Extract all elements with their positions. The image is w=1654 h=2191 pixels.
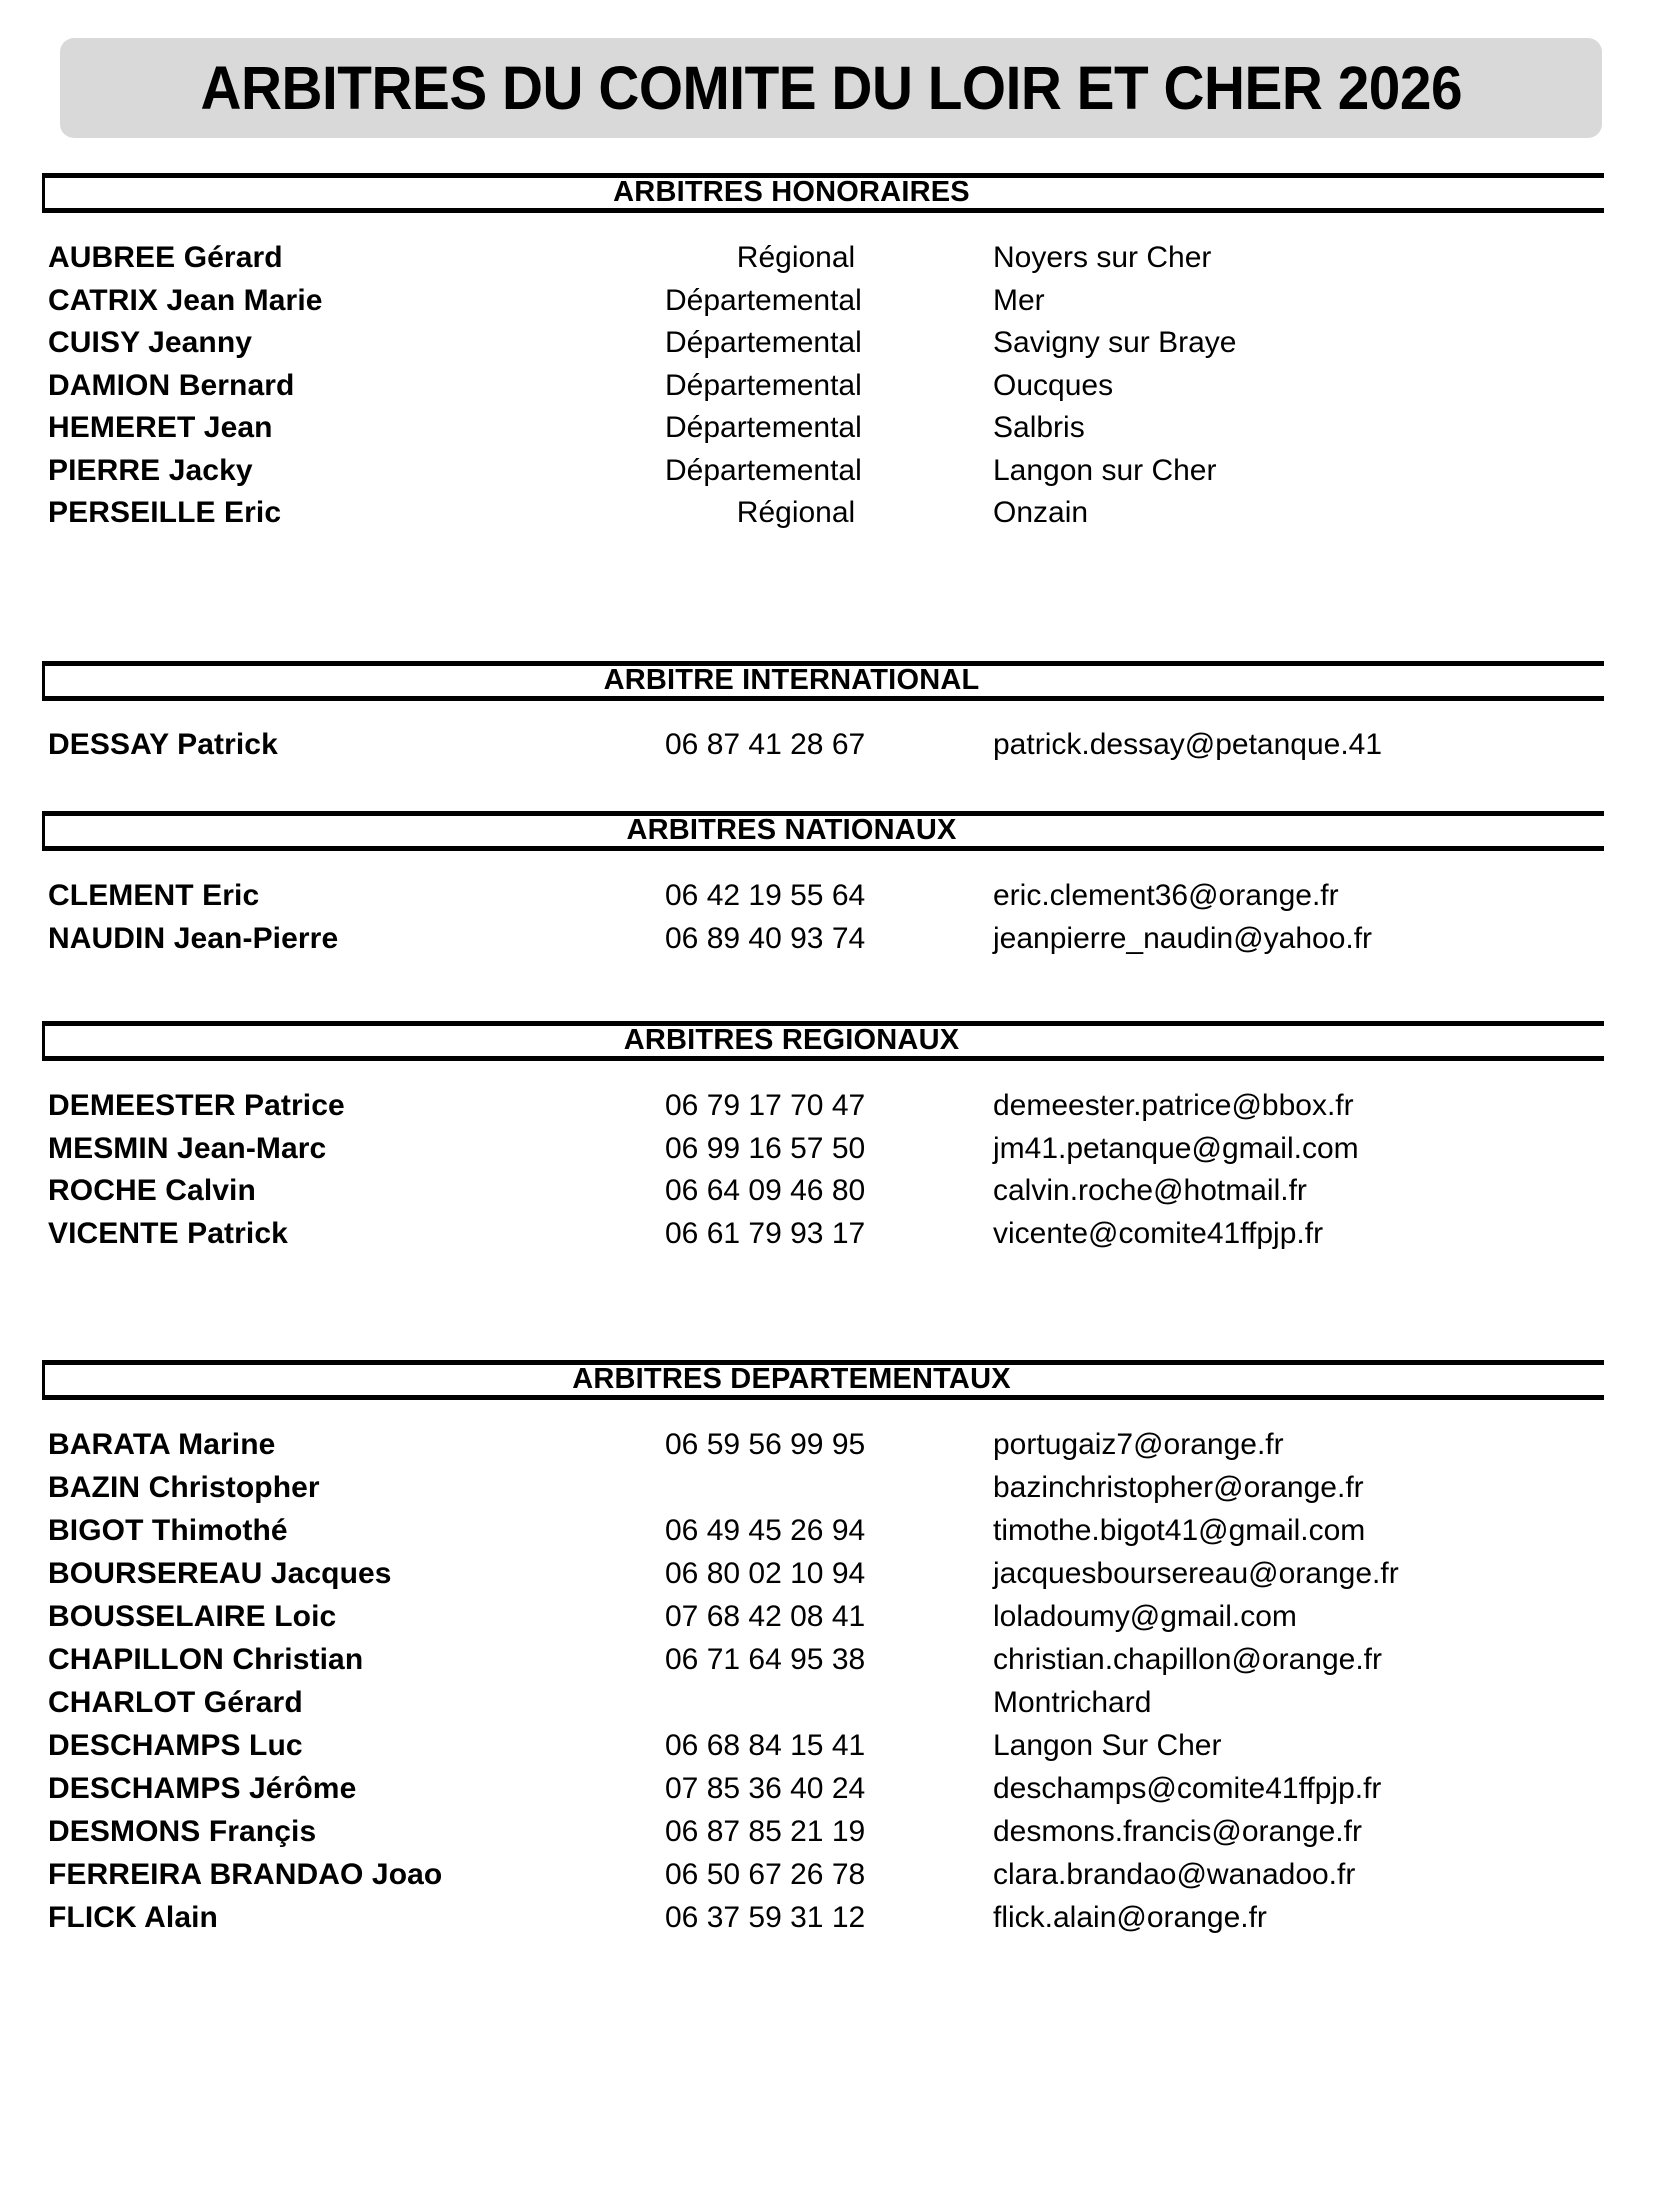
table-row bbox=[0, 450, 1654, 492]
page-title: ARBITRES DU COMITE DU LOIR ET CHER 2026 bbox=[200, 53, 1462, 122]
referee-level: Départemental bbox=[665, 411, 862, 444]
section-heading-label: ARBITRES DEPARTEMENTAUX bbox=[572, 1362, 1011, 1395]
section-heading-label: ARBITRES HONORAIRES bbox=[613, 175, 970, 208]
referee-name: FERREIRA BRANDAO Joao bbox=[48, 1858, 443, 1891]
referee-phone: 06 61 79 93 17 bbox=[665, 1216, 866, 1250]
table-row bbox=[0, 1467, 1654, 1509]
referee-contact: flick.alain@orange.fr bbox=[993, 1901, 1267, 1934]
referee-phone: 06 87 85 21 19 bbox=[665, 1815, 866, 1848]
section-header-regionaux bbox=[42, 1021, 1604, 1061]
referee-level: Départemental bbox=[665, 368, 862, 402]
referee-contact: christian.chapillon@orange.fr bbox=[993, 1643, 1382, 1676]
referee-name: DEMEESTER Patrice bbox=[48, 1089, 345, 1122]
referee-name: NAUDIN Jean-Pierre bbox=[48, 922, 339, 955]
referee-city: Langon sur Cher bbox=[993, 453, 1217, 487]
referee-city: Savigny sur Braye bbox=[993, 326, 1237, 359]
referee-contact: patrick.dessay@petanque.41 bbox=[993, 728, 1383, 761]
referee-name: BOUSSELAIRE Loic bbox=[48, 1600, 337, 1633]
referee-contact: desmons.francis@orange.fr bbox=[993, 1815, 1362, 1848]
referee-phone: 06 79 17 70 47 bbox=[665, 1089, 866, 1122]
referee-phone: 06 89 40 93 74 bbox=[665, 922, 866, 955]
referee-city: Onzain bbox=[993, 496, 1089, 529]
referee-phone: 07 68 42 08 41 bbox=[665, 1600, 866, 1633]
table-row bbox=[0, 1170, 1654, 1212]
table-row bbox=[0, 1213, 1654, 1255]
table-row bbox=[0, 1596, 1654, 1638]
referee-contact: deschamps@comite41ffpjp.fr bbox=[993, 1772, 1382, 1805]
referee-contact: jm41.petanque@gmail.com bbox=[993, 1131, 1359, 1165]
referee-name: CLEMENT Eric bbox=[48, 879, 260, 912]
referee-level: Départemental bbox=[665, 326, 862, 359]
referee-name: PIERRE Jacky bbox=[48, 453, 253, 487]
table-row bbox=[0, 322, 1654, 364]
document-title-banner bbox=[60, 38, 1602, 138]
referee-name: DESCHAMPS Luc bbox=[48, 1729, 303, 1762]
section-heading-label: ARBITRES REGIONAUX bbox=[623, 1023, 960, 1056]
referee-name: CHAPILLON Christian bbox=[48, 1643, 364, 1676]
section-header-nationaux bbox=[42, 811, 1604, 851]
table-row bbox=[0, 407, 1654, 449]
table-row bbox=[0, 1128, 1654, 1170]
referee-contact: vicente@comite41ffpjp.fr bbox=[993, 1216, 1324, 1250]
referee-phone: 07 85 36 40 24 bbox=[665, 1772, 866, 1805]
referee-phone: 06 68 84 15 41 bbox=[665, 1729, 866, 1762]
table-row bbox=[0, 1897, 1654, 1939]
table-row bbox=[0, 1553, 1654, 1595]
referee-name: BOURSEREAU Jacques bbox=[48, 1557, 392, 1590]
table-row bbox=[0, 492, 1654, 534]
referee-phone: 06 87 41 28 67 bbox=[665, 728, 866, 761]
referee-name: HEMERET Jean bbox=[48, 411, 273, 444]
referee-city: Salbris bbox=[993, 411, 1085, 444]
referee-contact: portugaiz7@orange.fr bbox=[993, 1428, 1284, 1461]
table-row bbox=[0, 237, 1654, 279]
referee-phone: 06 59 56 99 95 bbox=[665, 1428, 866, 1461]
referee-phone: 06 37 59 31 12 bbox=[665, 1901, 866, 1934]
referee-level: Départemental bbox=[665, 283, 862, 317]
referee-contact: Langon Sur Cher bbox=[993, 1729, 1222, 1762]
referee-phone: 06 99 16 57 50 bbox=[665, 1131, 866, 1165]
referee-name: DESSAY Patrick bbox=[48, 728, 278, 761]
table-row bbox=[0, 365, 1654, 407]
referee-phone: 06 71 64 95 38 bbox=[665, 1643, 866, 1676]
referee-phone: 06 50 67 26 78 bbox=[665, 1858, 866, 1891]
referee-contact: jeanpierre_naudin@yahoo.fr bbox=[993, 922, 1373, 955]
table-row bbox=[0, 1768, 1654, 1810]
table-row bbox=[0, 724, 1654, 766]
referee-phone: 06 80 02 10 94 bbox=[665, 1557, 866, 1590]
referee-name: AUBREE Gérard bbox=[48, 241, 283, 274]
referee-level: Régional bbox=[736, 241, 856, 274]
section-heading-label: ARBITRE INTERNATIONAL bbox=[603, 663, 980, 696]
referee-contact: loladoumy@gmail.com bbox=[993, 1600, 1297, 1633]
table-row bbox=[0, 280, 1654, 322]
referee-name: CUISY Jeanny bbox=[48, 326, 253, 359]
referee-city: Oucques bbox=[993, 368, 1114, 402]
referee-contact: Montrichard bbox=[993, 1686, 1152, 1719]
referee-name: DESCHAMPS Jérôme bbox=[48, 1772, 357, 1805]
referee-name: VICENTE Patrick bbox=[48, 1216, 288, 1250]
referee-phone: 06 49 45 26 94 bbox=[665, 1514, 866, 1547]
referee-contact: demeester.patrice@bbox.fr bbox=[993, 1089, 1354, 1122]
referee-name: BAZIN Christopher bbox=[48, 1471, 320, 1504]
section-header-international bbox=[42, 661, 1604, 701]
table-row bbox=[0, 1811, 1654, 1853]
referee-name: CHARLOT Gérard bbox=[48, 1686, 303, 1719]
table-row bbox=[0, 875, 1654, 917]
referee-name: BARATA Marine bbox=[48, 1428, 276, 1461]
referee-name: BIGOT Thimothé bbox=[48, 1514, 288, 1547]
referee-city: Noyers sur Cher bbox=[993, 241, 1212, 274]
table-row bbox=[0, 1854, 1654, 1896]
referee-name: CATRIX Jean Marie bbox=[48, 283, 323, 317]
referee-contact: jacquesboursereau@orange.fr bbox=[993, 1557, 1399, 1590]
referee-contact: eric.clement36@orange.fr bbox=[993, 879, 1339, 912]
table-row bbox=[0, 1682, 1654, 1724]
referee-phone: 06 42 19 55 64 bbox=[665, 879, 866, 912]
referee-contact: calvin.roche@hotmail.fr bbox=[993, 1174, 1307, 1207]
referee-city: Mer bbox=[993, 283, 1045, 317]
table-row bbox=[0, 1639, 1654, 1681]
referee-level: Régional bbox=[736, 496, 856, 529]
table-row bbox=[0, 1725, 1654, 1767]
referee-name: DESMONS Françis bbox=[48, 1815, 317, 1848]
referee-name: ROCHE Calvin bbox=[48, 1174, 256, 1207]
referee-name: DAMION Bernard bbox=[48, 368, 295, 402]
referee-name: FLICK Alain bbox=[48, 1901, 218, 1934]
section-heading-label: ARBITRES NATIONAUX bbox=[626, 813, 957, 846]
referee-name: PERSEILLE Eric bbox=[48, 496, 282, 529]
table-row bbox=[0, 918, 1654, 960]
referee-name: MESMIN Jean-Marc bbox=[48, 1131, 327, 1165]
referee-contact: clara.brandao@wanadoo.fr bbox=[993, 1858, 1356, 1891]
table-row bbox=[0, 1424, 1654, 1466]
referee-level: Départemental bbox=[665, 453, 862, 487]
referee-contact: timothe.bigot41@gmail.com bbox=[993, 1514, 1366, 1547]
table-row bbox=[0, 1085, 1654, 1127]
section-header-honoraires bbox=[42, 173, 1604, 213]
table-row bbox=[0, 1510, 1654, 1552]
referee-phone: 06 64 09 46 80 bbox=[665, 1174, 866, 1207]
section-header-departementaux bbox=[42, 1360, 1604, 1400]
referee-contact: bazinchristopher@orange.fr bbox=[993, 1471, 1364, 1504]
